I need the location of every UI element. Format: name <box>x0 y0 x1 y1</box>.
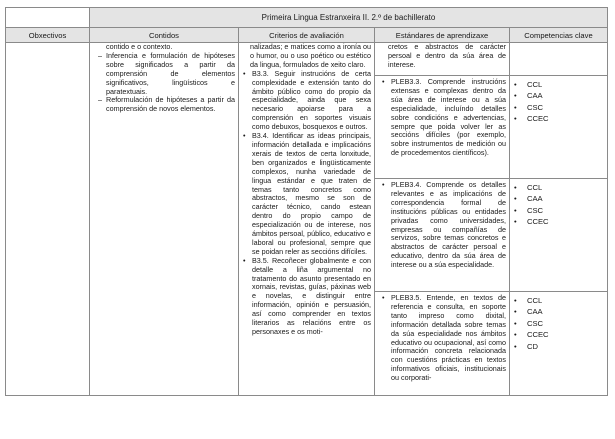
header-criterios: Criterios de avaliación <box>239 28 375 43</box>
competencia-item: • CAA <box>514 306 605 317</box>
competencia-item: • CSC <box>514 318 605 329</box>
list-item: • PLEB3.5. Entende, en textos de referencia e consulta, en soporte tanto impreso como dixital, información detallada sobre temas da súa especialidade nos ámbitos educativo ou ocupacional, así como información concreta relacionada con cuestións prácticas en textos informativos oficiais, institucionais ou corporati- <box>381 294 506 383</box>
competencia-item: • CCEC <box>514 113 605 124</box>
estandares-intro-cell <box>375 43 510 76</box>
estandar-pleb3-3 <box>375 76 510 179</box>
competencias-blank-cell <box>510 43 608 76</box>
criterios-cell <box>239 43 375 396</box>
competencia-item: • CCL <box>514 79 605 90</box>
competencia-item: • CCL <box>514 182 605 193</box>
competencias-group-1 <box>510 76 608 179</box>
competencia-item: • CAA <box>514 90 605 101</box>
estandar-pleb3-4 <box>375 179 510 292</box>
criterios-list <box>239 70 374 337</box>
competencia-item: • CCEC <box>514 329 605 340</box>
competencia-item: • CSC <box>514 102 605 113</box>
competencia-item: • CCL <box>514 295 605 306</box>
competencia-item: • CD <box>514 341 605 352</box>
list-item: • B3.3. Seguir instrucións de certa complexidade e extensión tanto do ámbito público como do propio da especialidade, ainda que sexa necesario apoiarse para a comprensión en soportes visuais como debuxos, bosquexos e outros. <box>242 70 371 132</box>
header-contidos: Contidos <box>90 28 239 43</box>
header-obxectivos: Obxectivos <box>6 28 90 43</box>
title-row <box>6 8 608 28</box>
table-title: Primeira Lingua Estranxeira II. 2.º de bachillerato <box>90 8 608 28</box>
criterios-intro: nalizadas; e matices como a ironía ou o humor, ou o uso poético ou estético da lingua, formulados de xeito claro. <box>250 42 371 69</box>
header-competencias: Competencias clave <box>510 28 608 43</box>
table-row <box>6 43 608 76</box>
estandar-pleb3-5 <box>375 292 510 396</box>
list-item: – Inferencia e formulación de hipóteses sobre significados a partir da comprensión de elementos significativos, lingüísticos e paratextuais. <box>98 52 235 97</box>
estandar-list <box>381 78 506 158</box>
list-item: • PLEB3.3. Comprende instrucións extensas e complexas dentro da súa área de interese ou a súa especialidade, incluíndo detalles sobre condicións e advertencias, sempre que poida volver ler as seccións difíciles (por exemplo, sobre instrumentos de medición ou de procedementos científicos). <box>381 78 506 158</box>
competencias-list <box>510 76 607 125</box>
competencias-list <box>510 179 607 228</box>
list-item: – Reformulación de hipóteses a partir da comprensión de novos elementos. <box>98 96 235 114</box>
competencia-item: • CCEC <box>514 216 605 227</box>
curriculum-table <box>5 7 608 396</box>
contidos-cell <box>90 43 239 396</box>
competencias-group-3 <box>510 292 608 396</box>
competencias-list <box>510 292 607 352</box>
estandar-list <box>381 294 506 383</box>
header-row <box>6 28 608 43</box>
competencias-group-2 <box>510 179 608 292</box>
list-item: • B3.5. Recoñecer globalmente e con detalle a liña argumental no tratamento do asunto presentado en xornais, revistas, guías, páxinas web e novelas, e distinguir entre información, opinión e persuasión, así como comprender en textos literarios as relacións entre os personaxes e os moti- <box>242 257 371 337</box>
title-blank-cell <box>6 8 90 28</box>
obxectivos-cell <box>6 43 90 396</box>
list-item: • B3.4. Identificar as ideas principais, información detallada e implicacións xerais de textos de certa lonxitude, ben organizados e lingüisticamente complexos, nunha variedade de lingua estándar e que traten de temas tanto concretos como abstractos, mesmo se son de carácter técnico, cando estean dentro do propio campo de especialización ou de interese, nos ámbitos persoal, público, educativo e laboral ou profesional, sempre que se poidan reler as seccións difíciles. <box>242 132 371 257</box>
contidos-list <box>90 52 238 114</box>
contidos-intro: contido e o contexto. <box>106 42 173 51</box>
estandares-intro: cretos e abstractos de carácter persoal e dentro da súa área de interese. <box>388 42 506 69</box>
competencia-item: • CSC <box>514 205 605 216</box>
header-estandares: Estándares de aprendizaxe <box>375 28 510 43</box>
competencia-item: • CAA <box>514 193 605 204</box>
list-item: • PLEB3.4. Comprende os detalles relevantes e as implicacións de correspondencia formal de institucións públicas ou entidades privadas como universidades, empresas ou compañías de servizos, sobre temas concretos e abstractos de carácter persoal e educativo, dentro da súa área de interese ou a súa especialidade. <box>381 181 506 270</box>
estandar-list <box>381 181 506 270</box>
